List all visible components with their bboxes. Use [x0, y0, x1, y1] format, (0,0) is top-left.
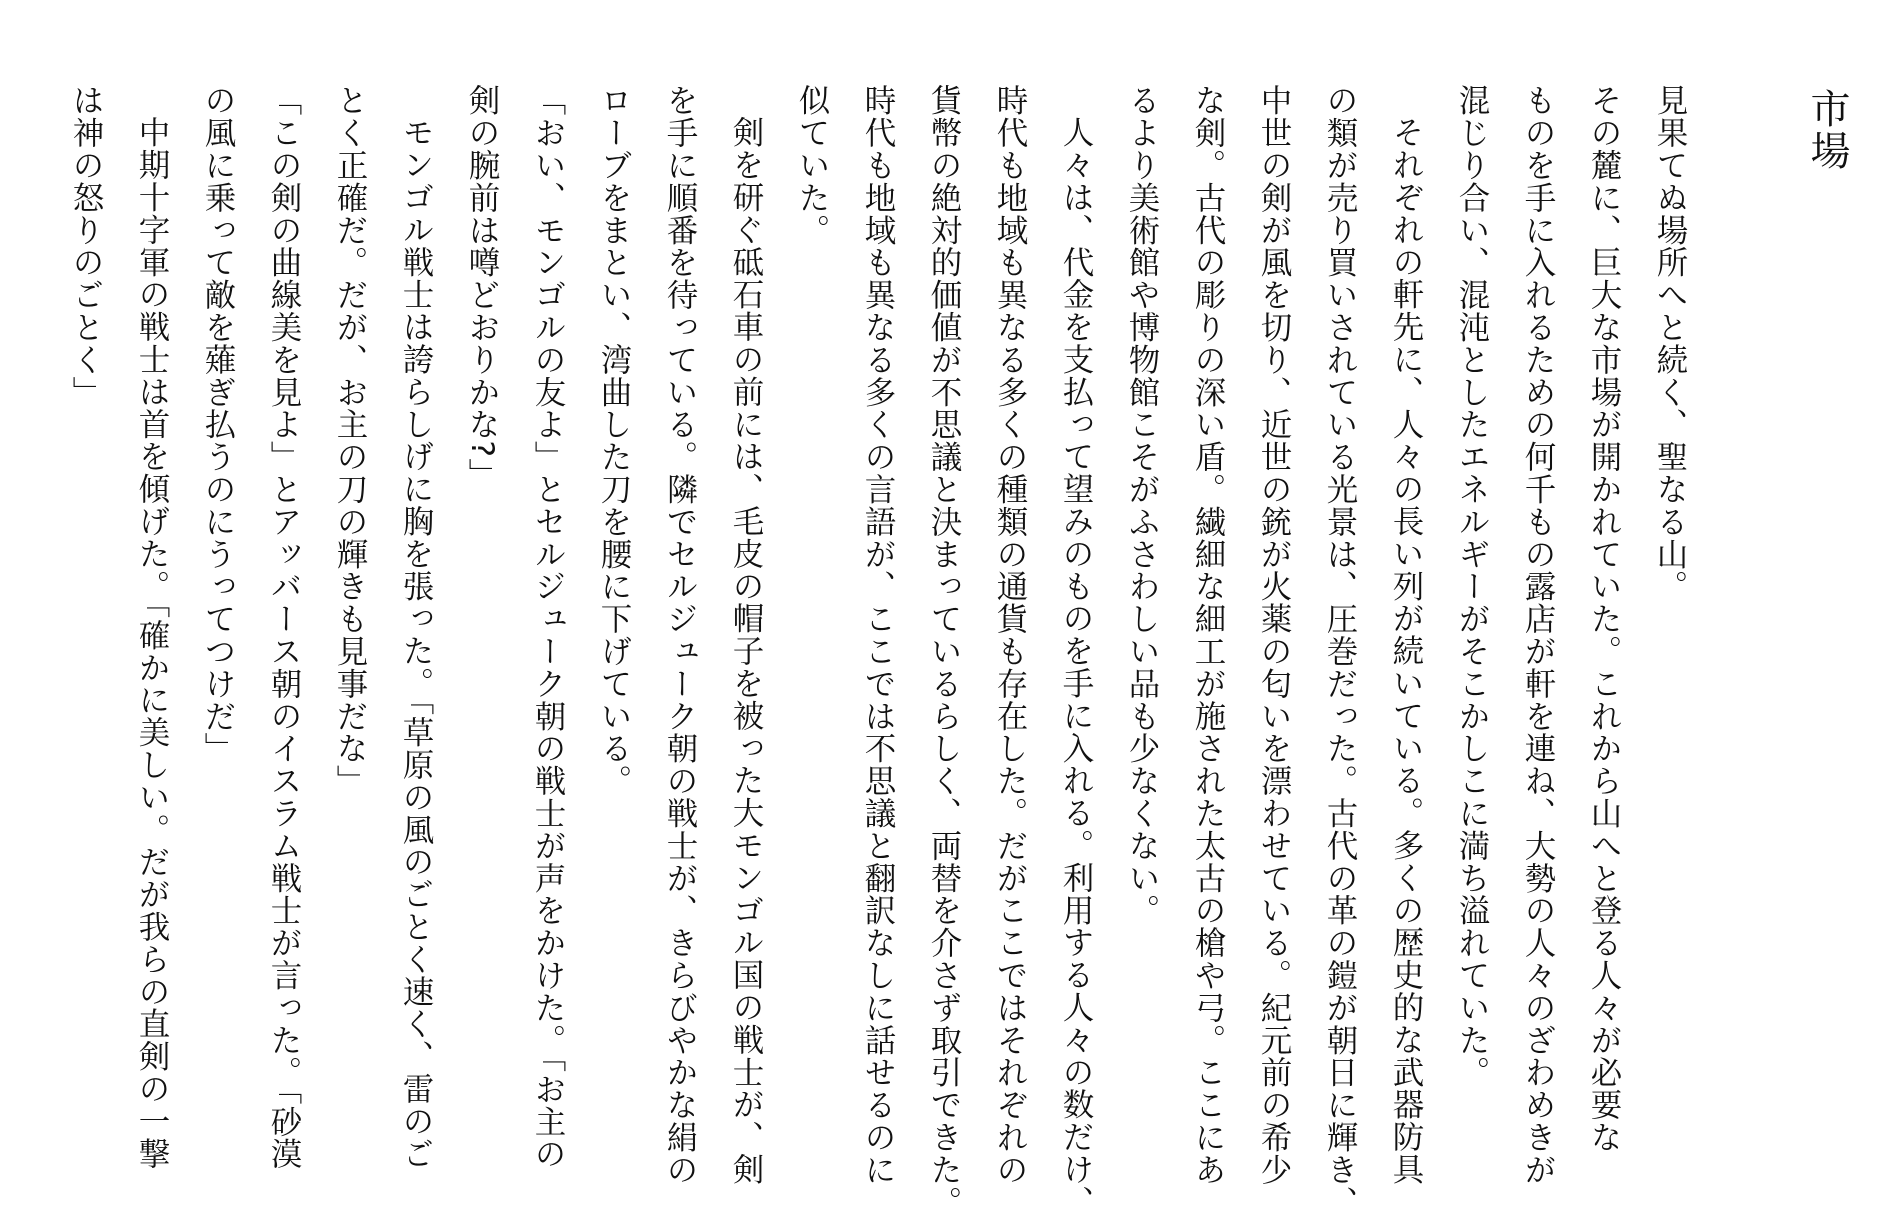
- text-line: 中期十字軍の戦士は首を傾げた。「確かに美しい。だが我らの直剣の一撃: [134, 116, 170, 1170]
- text-line: その麓に、巨大な市場が開かれていた。これから山へと登る人々が必要な: [1586, 84, 1622, 1154]
- text-line: 見果てぬ場所へと続く、聖なる山。: [1652, 84, 1688, 603]
- text-line: 剣を研ぐ砥石車の前には、毛皮の帽子を被った大モンゴル国の戦士が、剣: [728, 116, 764, 1186]
- text-line: は神の怒りのごとく」: [68, 84, 104, 408]
- text-line: の風に乗って敵を薙ぎ払うのにうってつけだ」: [200, 84, 236, 765]
- chapter-title: 市場: [1804, 88, 1850, 172]
- text-line: 人々は、代金を支払って望みのものを手に入れる。利用する人々の数だけ、: [1058, 116, 1094, 1218]
- text-line: るより美術館や博物館こそがふさわしい品も少なくない。: [1124, 84, 1160, 927]
- text-line: 似ていた。: [794, 84, 830, 246]
- text-line: とく正確だ。だが、お主の刀の輝きも見事だな」: [332, 84, 368, 797]
- text-line: 中世の剣が風を切り、近世の銃が火薬の匂いを漂わせている。紀元前の希少: [1256, 84, 1292, 1186]
- text-line: 「おい、モンゴルの友よ」とセルジューク朝の戦士が声をかけた。「お主の: [530, 84, 566, 1170]
- text-line: それぞれの軒先に、人々の長い列が続いている。多くの歴史的な武器防具: [1388, 116, 1424, 1186]
- text-line: 時代も地域も異なる多くの言語が、ここでは不思議と翻訳なしに話せるのに: [860, 84, 896, 1186]
- text-line: 混じり合い、混沌としたエネルギーがそこかしこに満ち溢れていた。: [1454, 84, 1490, 1089]
- text-line: 時代も地域も異なる多くの種類の通貨も存在した。だがここではそれぞれの: [992, 84, 1028, 1186]
- text-line: の類が売り買いされている光景は、圧巻だった。古代の革の鎧が朝日に輝き、: [1322, 84, 1358, 1218]
- text-line: な剣。古代の彫りの深い盾。繊細な細工が施された太古の槍や弓。ここにあ: [1190, 84, 1226, 1186]
- text-line: 貨幣の絶対的価値が不思議と決まっているらしく、両替を介さず取引できた。: [926, 84, 962, 1218]
- text-line: 「この剣の曲線美を見よ」とアッバース朝のイスラム戦士が言った。「砂漠: [266, 84, 302, 1170]
- text-line: を手に順番を待っている。隣でセルジューク朝の戦士が、きらびやかな絹の: [662, 84, 698, 1186]
- text-line: ものを手に入れるための何千もの露店が軒を連ね、大勢の人々のざわめきが: [1520, 84, 1556, 1186]
- text-line: モンゴル戦士は誇らしげに胸を張った。「草原の風のごとく速く、雷のご: [398, 116, 434, 1170]
- text-line: 剣の腕前は噂どおりかな?」: [464, 84, 500, 491]
- text-line: ローブをまとい、湾曲した刀を腰に下げている。: [596, 84, 632, 797]
